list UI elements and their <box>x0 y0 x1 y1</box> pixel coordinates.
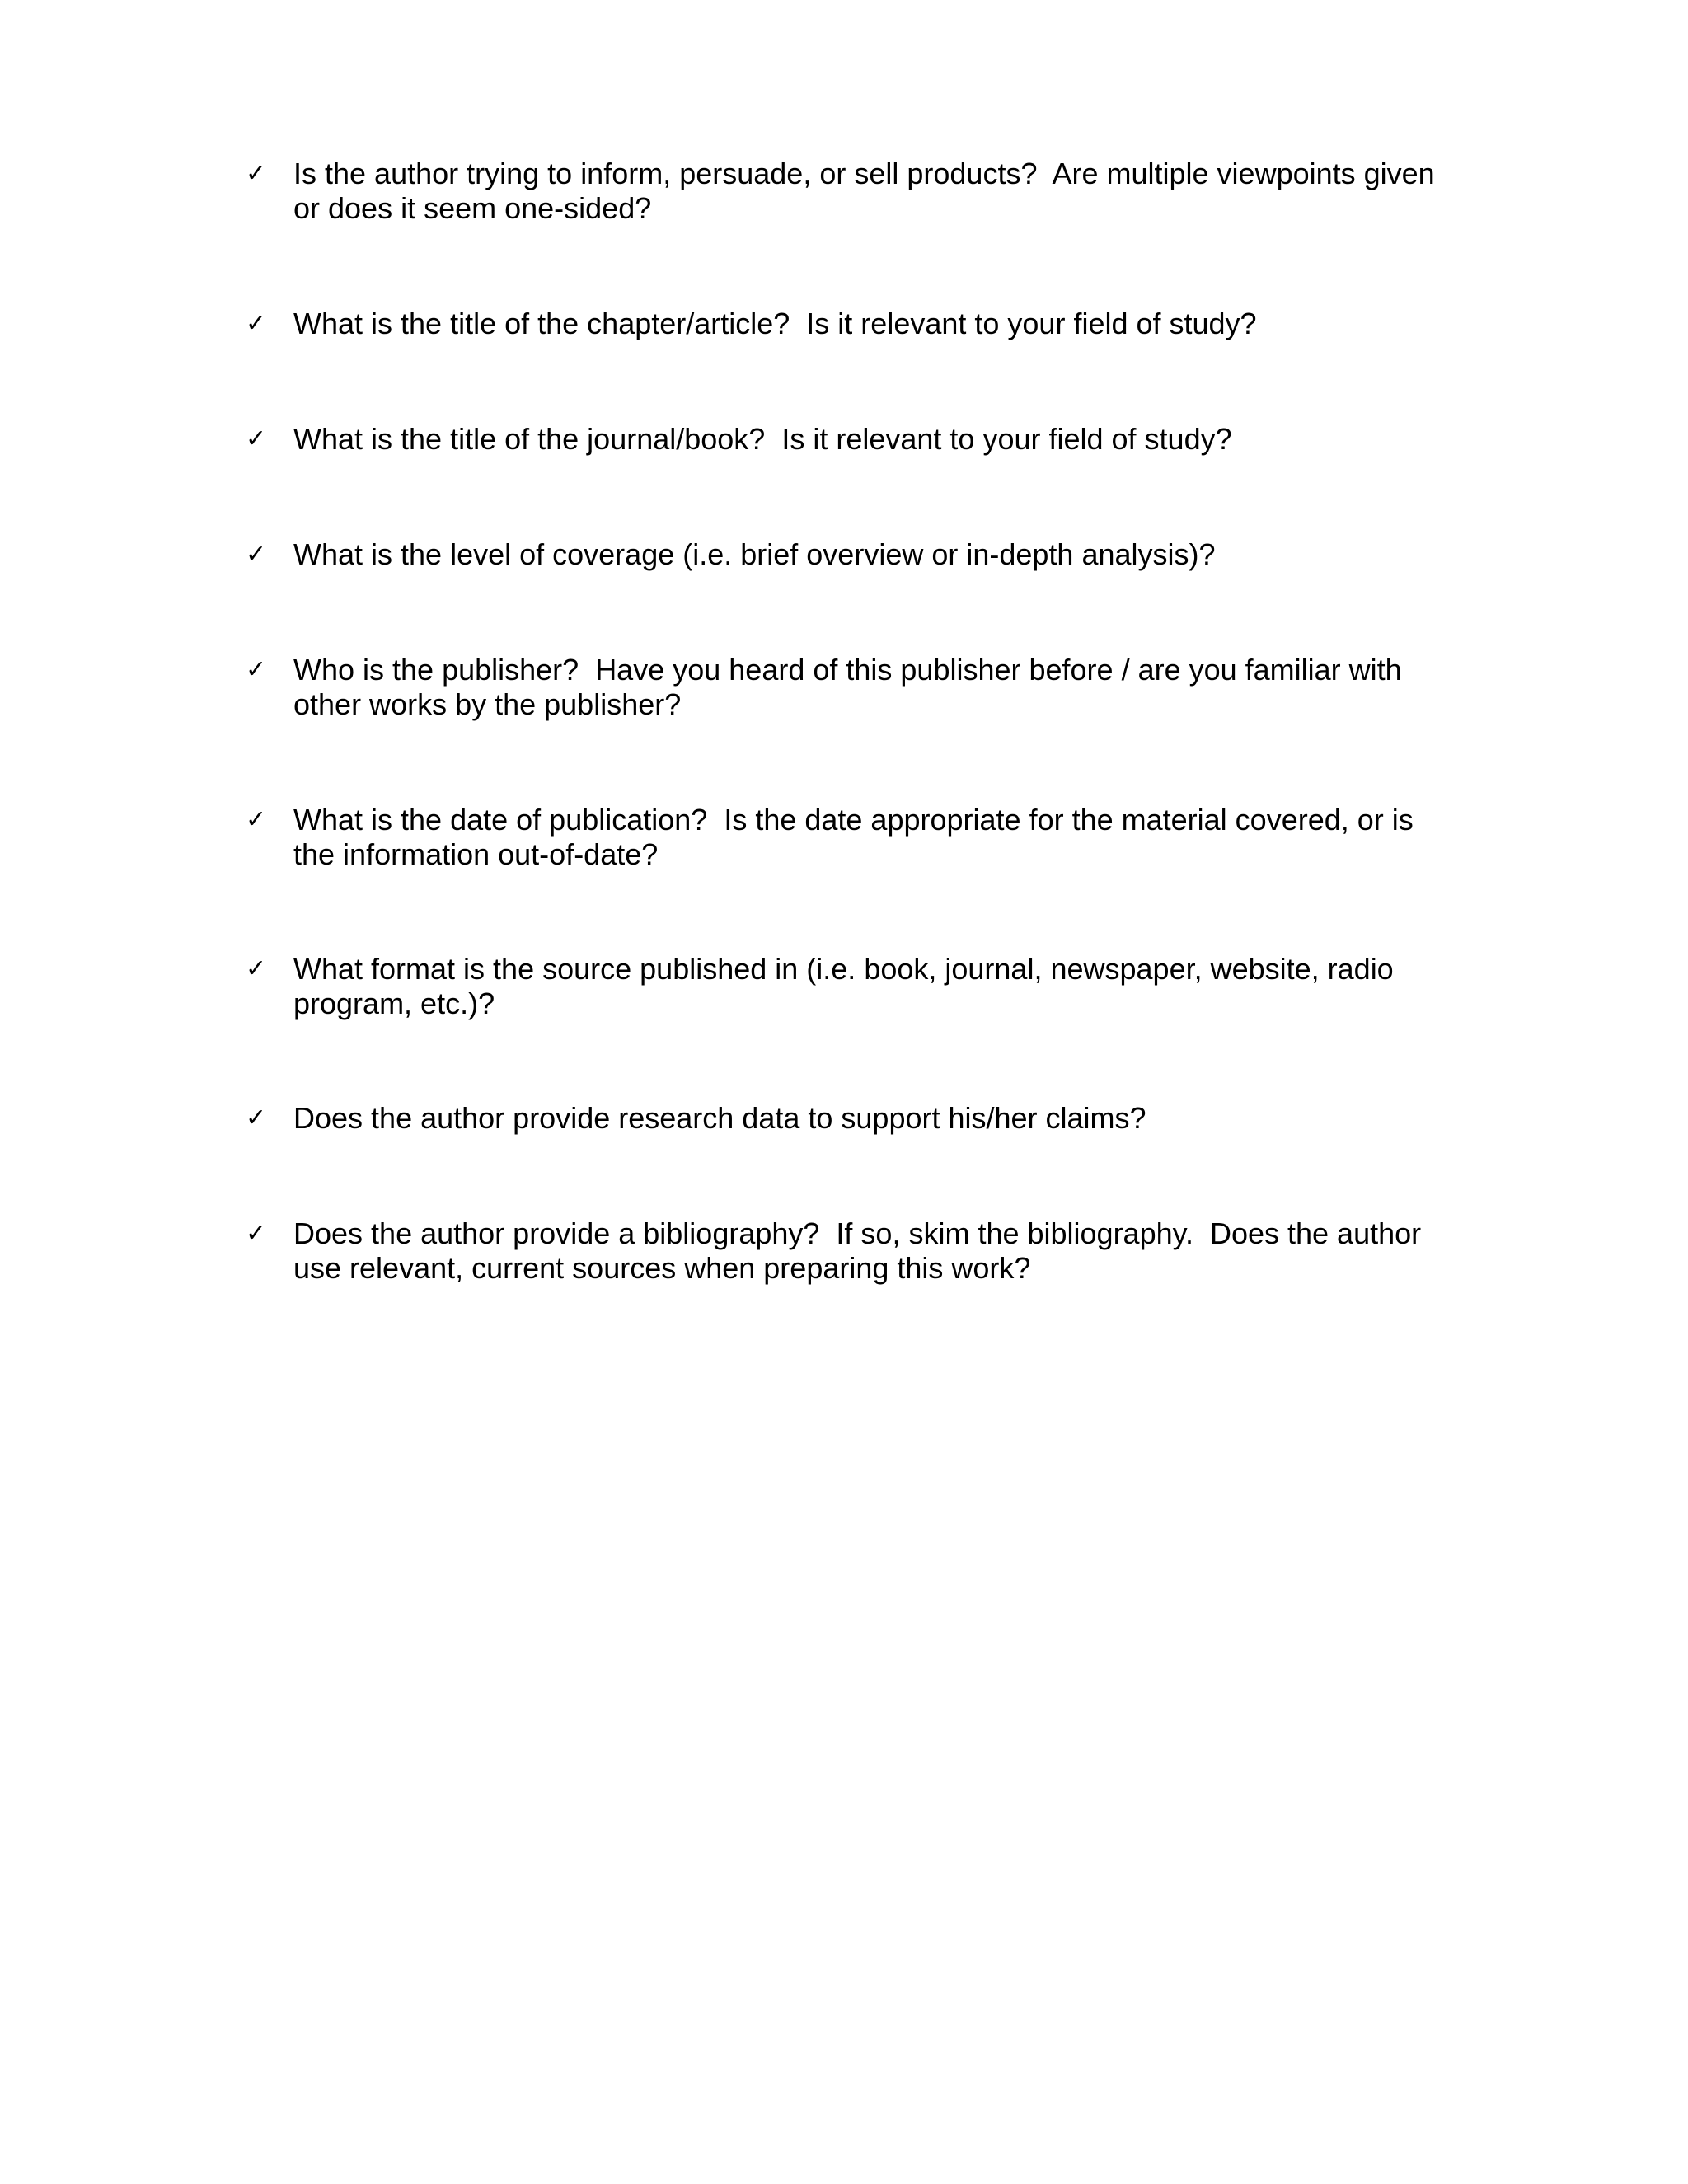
checklist-item-text <box>293 653 1480 722</box>
checklist-item-text <box>293 307 1480 341</box>
checkmark-icon: ✓ <box>246 424 267 453</box>
checklist-line: What is the title of the chapter/article? Is it relevant to your field of study? <box>293 307 1257 340</box>
checklist-line: other works by the publisher? <box>293 687 682 721</box>
checklist-line: Does the author provide a bibliography? If so, skim the bibliography. Does the author <box>293 1216 1422 1250</box>
checkmark-icon: ✓ <box>246 1219 267 1248</box>
checklist-line: What is the level of coverage (i.e. brief overview or in-depth analysis)? <box>293 537 1216 571</box>
checklist-line: What is the title of the journal/book? Is it relevant to your field of study? <box>293 422 1232 456</box>
checklist-line: program, etc.)? <box>293 987 495 1020</box>
checklist-item-text <box>293 422 1480 457</box>
checklist-item-text <box>293 952 1480 1021</box>
checkmark-icon: ✓ <box>246 954 267 983</box>
checklist-item-text <box>293 803 1480 872</box>
checklist-line: What is the date of publication? Is the date appropriate for the material covered, or is <box>293 803 1414 837</box>
checklist-line: What format is the source published in (i.e. book, journal, newspaper, website, radio <box>293 952 1394 986</box>
checkmark-icon: ✓ <box>246 1104 267 1132</box>
checklist-line: the information out-of-date? <box>293 837 659 871</box>
checkmark-icon: ✓ <box>246 309 267 338</box>
checkmark-icon: ✓ <box>246 159 267 188</box>
checkmark-icon: ✓ <box>246 655 267 684</box>
checklist-item-text <box>293 1101 1480 1136</box>
checklist-item-text <box>293 1216 1480 1286</box>
checkmark-icon: ✓ <box>246 540 267 569</box>
checklist-line: use relevant, current sources when preparing this work? <box>293 1251 1031 1285</box>
checkmark-icon: ✓ <box>246 805 267 834</box>
checklist-line: Who is the publisher? Have you heard of this publisher before / are you familiar with <box>293 653 1402 687</box>
checklist-line: Does the author provide research data to support his/her claims? <box>293 1101 1146 1135</box>
checklist-line: Is the author trying to inform, persuade, or sell products? Are multiple viewpoints given <box>293 157 1435 190</box>
checklist-item-text <box>293 537 1480 572</box>
checklist-item-text <box>293 157 1480 226</box>
checklist-line: or does it seem one-sided? <box>293 191 652 225</box>
